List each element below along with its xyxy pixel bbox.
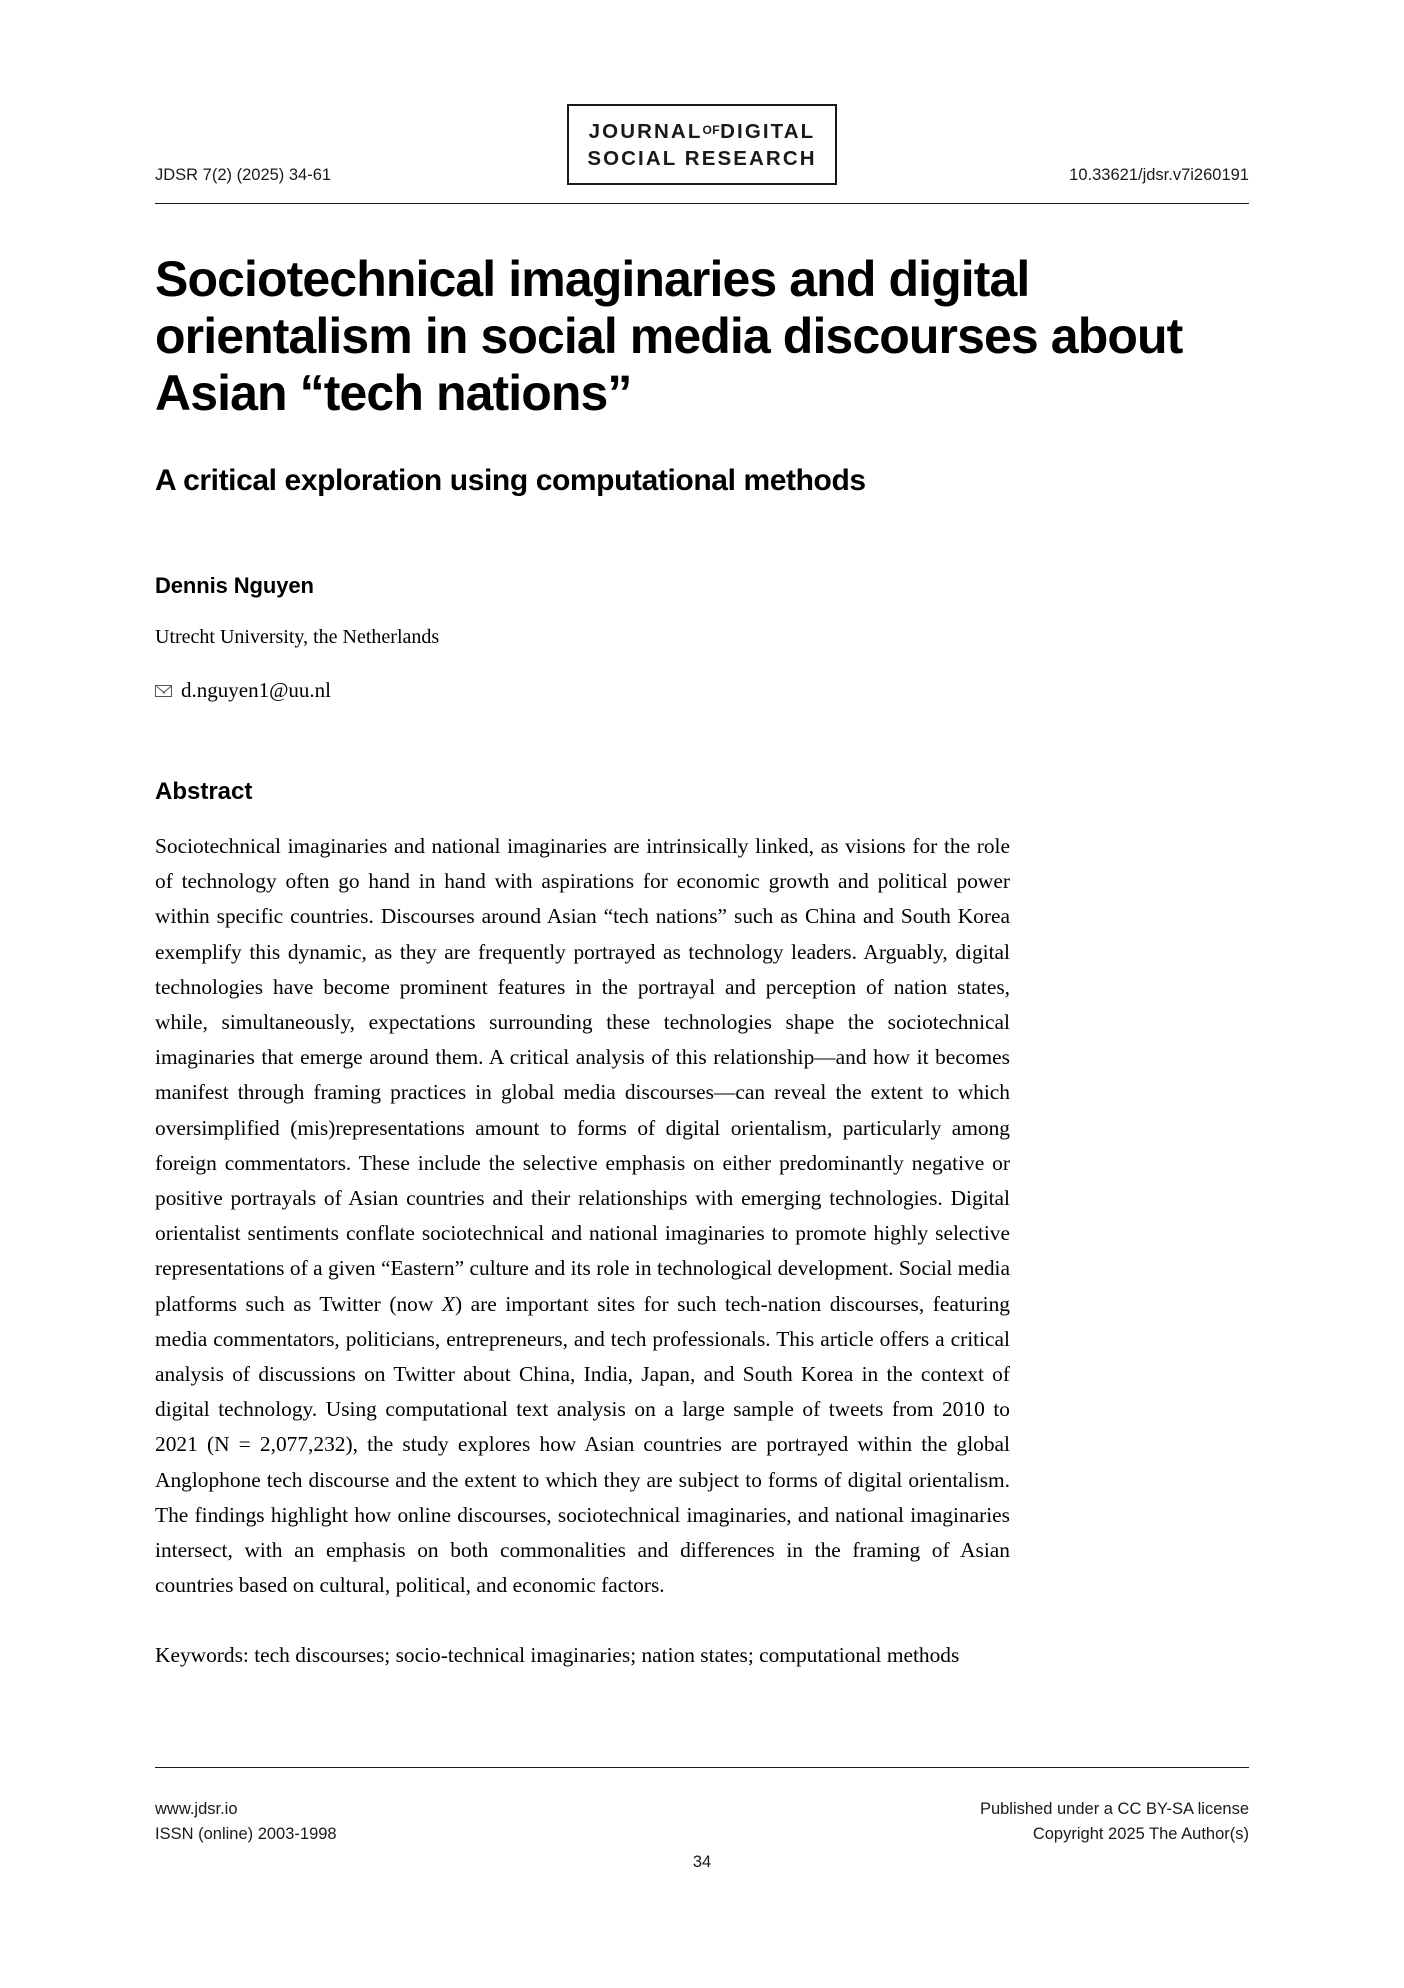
abstract-heading: Abstract [155,778,253,805]
footer-license: Published under a CC BY-SA license [979,1800,1249,1818]
journal-logo-line-1 [587,118,816,145]
author-email[interactable]: d.nguyen1@uu.nl [181,678,331,702]
envelope-icon [155,685,172,697]
footer-right-block [980,1797,1249,1847]
footer-divider [155,1767,1249,1768]
header-meta-row [155,166,1249,185]
article-content [155,203,1249,1674]
article-doi[interactable]: 10.33621/jdsr.v7i260191 [1069,166,1249,184]
footer-website[interactable]: www.jdsr.io [155,1800,238,1818]
abstract-text [155,829,1010,1603]
author-affiliation: Utrecht University, the Netherlands [155,626,440,648]
page-number: 34 [692,1853,712,1871]
journal-logo-journal-word: JOURNAL [588,120,703,143]
article-subtitle: A critical exploration using computational methods [155,464,866,497]
journal-logo-of-word: OF [702,123,721,137]
abstract-text-italic-x: X [441,1291,455,1316]
page-footer [155,1797,1249,1847]
journal-logo-digital-word: DIGITAL [720,120,816,143]
footer-left-block [155,1797,337,1847]
author-name: Dennis Nguyen [155,573,314,598]
journal-citation: JDSR 7(2) (2025) 34-61 [155,166,332,184]
footer-copyright: Copyright 2025 The Author(s) [1032,1824,1249,1843]
article-keywords: Keywords: tech discourses; socio-technical imaginaries; nation states; computational methods [155,1643,960,1668]
journal-logo-line-2: SOCIAL RESEARCH [587,147,817,171]
author-email-row [155,678,1249,703]
footer-issn: ISSN (online) 2003-1998 [155,1824,337,1843]
abstract-text-part-1: Sociotechnical imaginaries and national imaginaries are intrinsically linked, as visions for the role of technology often go hand in hand with aspirations for economic growth and political power within specific countries. Discourses around Asian “tech nations” such as China and South Korea exemplify this dynamic, as they are frequently portrayed as technology leaders. Arguably, digital technologies have become prominent features in the portrayal and perception of nation states, while, simultaneously, expectations surrounding these technologies shape the sociotechnical imaginaries that emerge around them. A critical analysis of this relationship—and how it becomes manifest through framing practices in global media discourses—can reveal the extent to which oversimplified (mis)representations amount to forms of digital orientalism, particularly among foreign commentators. These include the selective emphasis on either predominantly negative or positive portrayals of Asian countries and their relationships with emerging technologies. Digital orientalist sentiments conflate sociotechnical and national imaginaries to promote highly selective representations of a given “Eastern” culture and its role in technological development. Social media platforms such as Twitter (now [155,834,1010,1316]
article-title: Sociotechnical imaginaries and digital orientalism in social media discourses about Asian “tech nations” [155,251,1183,421]
abstract-text-part-2: ) are important sites for such tech-nation discourses, featuring media commentators, politicians, entrepreneurs, and tech professionals. This article offers a critical analysis of discussions on Twitter about China, India, Japan, and South Korea in the context of digital technology. Using computational text analysis on a large sample of tweets from 2010 to 2021 (N = 2,077,232), the study explores how Asian countries are portrayed within the global Anglophone tech discourse and the extent to which they are subject to forms of digital orientalism. The findings highlight how online discourses, sociotechnical imaginaries, and national imaginaries intersect, with an emphasis on both commonalities and differences in the framing of Asian countries based on cultural, political, and economic factors. [155,1291,1010,1598]
